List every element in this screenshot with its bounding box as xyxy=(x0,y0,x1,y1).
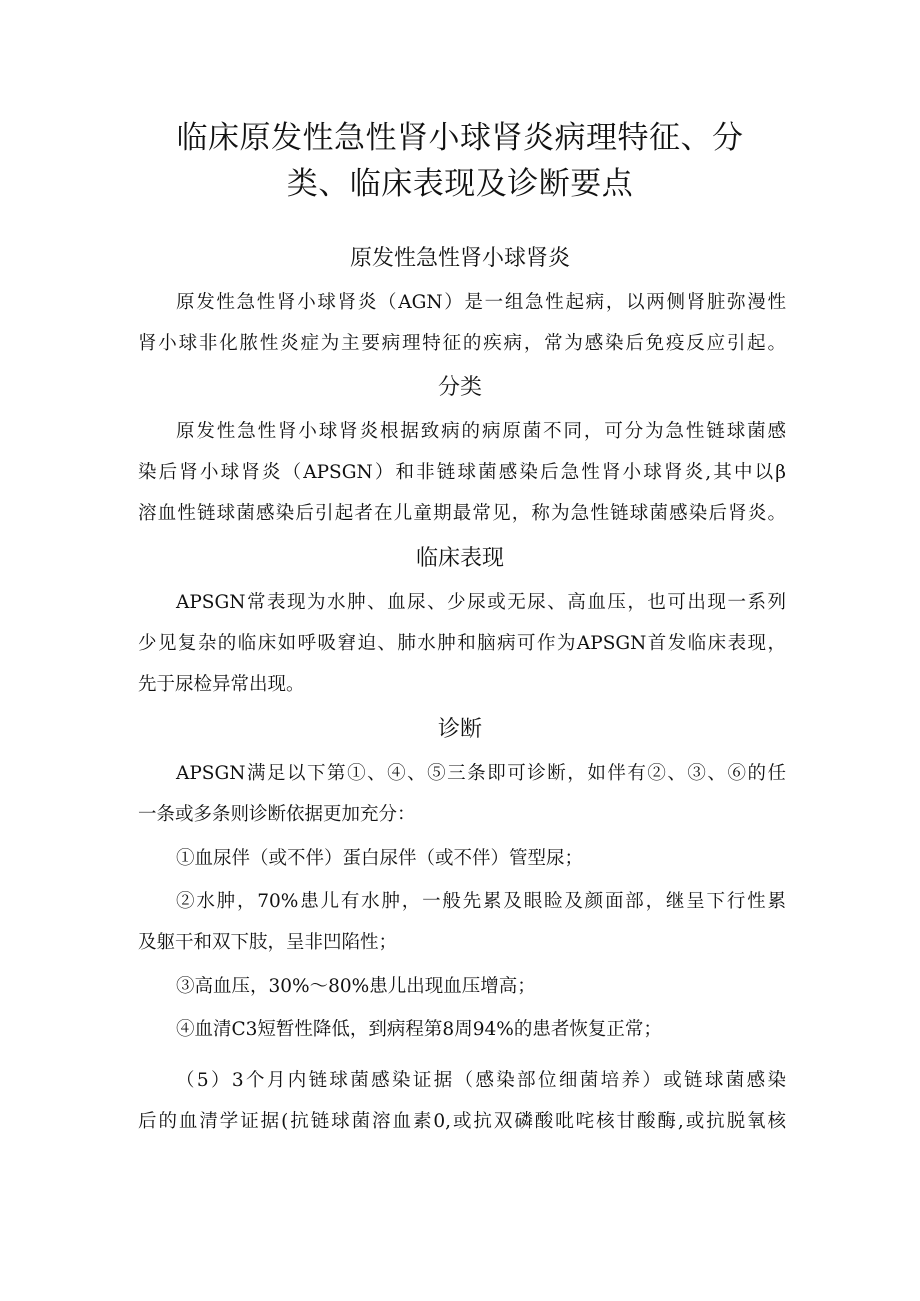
paragraph-line: 一条或多条则诊断依据更加充分： xyxy=(138,804,416,825)
paragraph-line: 少见复杂的临床如呼吸窘迫、肺水肿和脑病可作为APSGN首发临床表现， xyxy=(138,633,786,654)
paragraph-line: 染后肾小球肾炎（APSGN）和非链球菌感染后急性肾小球肾炎,其中以β xyxy=(138,462,786,483)
criterion-line: ③高血压，30%～80%患儿出现血压增高； xyxy=(176,976,536,997)
title-line-2: 类、临床表现及诊断要点 xyxy=(286,166,634,202)
section-heading-clinical: 临床表现 xyxy=(415,546,504,571)
paragraph-line: APSGN满足以下第①、④、⑤三条即可诊断，如伴有②、③、⑥的任 xyxy=(176,763,786,784)
paragraph-line: 先于尿检异常出现。 xyxy=(138,674,305,695)
paragraph-line: 原发性急性肾小球肾炎（AGN）是一组急性起病，以两侧肾脏弥漫性 xyxy=(176,292,786,313)
criterion-line: 后的血清学证据(抗链球菌溶血素0,或抗双磷酸吡咤核甘酸酶,或抗脱氧核 xyxy=(138,1111,786,1132)
paragraph-line: APSGN常表现为水肿、血尿、少尿或无尿、高血压，也可出现一系列 xyxy=(176,592,786,613)
title-line-1: 临床原发性急性肾小球肾炎病理特征、分 xyxy=(176,120,744,156)
criterion-line: ①血尿伴（或不伴）蛋白尿伴（或不伴）管型尿； xyxy=(176,848,584,869)
paragraph-line: 原发性急性肾小球肾炎根据致病的病原菌不同，可分为急性链球菌感 xyxy=(176,421,786,442)
section-heading-definition: 原发性急性肾小球肾炎 xyxy=(349,246,570,271)
criterion-line: 及躯干和双下肢，呈非凹陷性； xyxy=(138,932,398,953)
paragraph-line: 肾小球非化脓性炎症为主要病理特征的疾病，常为感染后免疫反应引起。 xyxy=(138,333,786,354)
paragraph-line: 溶血性链球菌感染后引起者在儿童期最常见，称为急性链球菌感染后肾炎。 xyxy=(138,503,786,524)
section-heading-classification: 分类 xyxy=(437,375,482,400)
criterion-line: ②水肿，70%患儿有水肿，一般先累及眼睑及颜面部，继呈下行性累 xyxy=(176,891,786,912)
document-title xyxy=(140,115,780,207)
criterion-line: ④血清C3短暂性降低，到病程第8周94%的患者恢复正常； xyxy=(176,1019,662,1040)
criterion-line: （5）3个月内链球菌感染证据（感染部位细菌培养）或链球菌感染 xyxy=(176,1070,786,1091)
section-heading-diagnosis: 诊断 xyxy=(437,717,482,742)
